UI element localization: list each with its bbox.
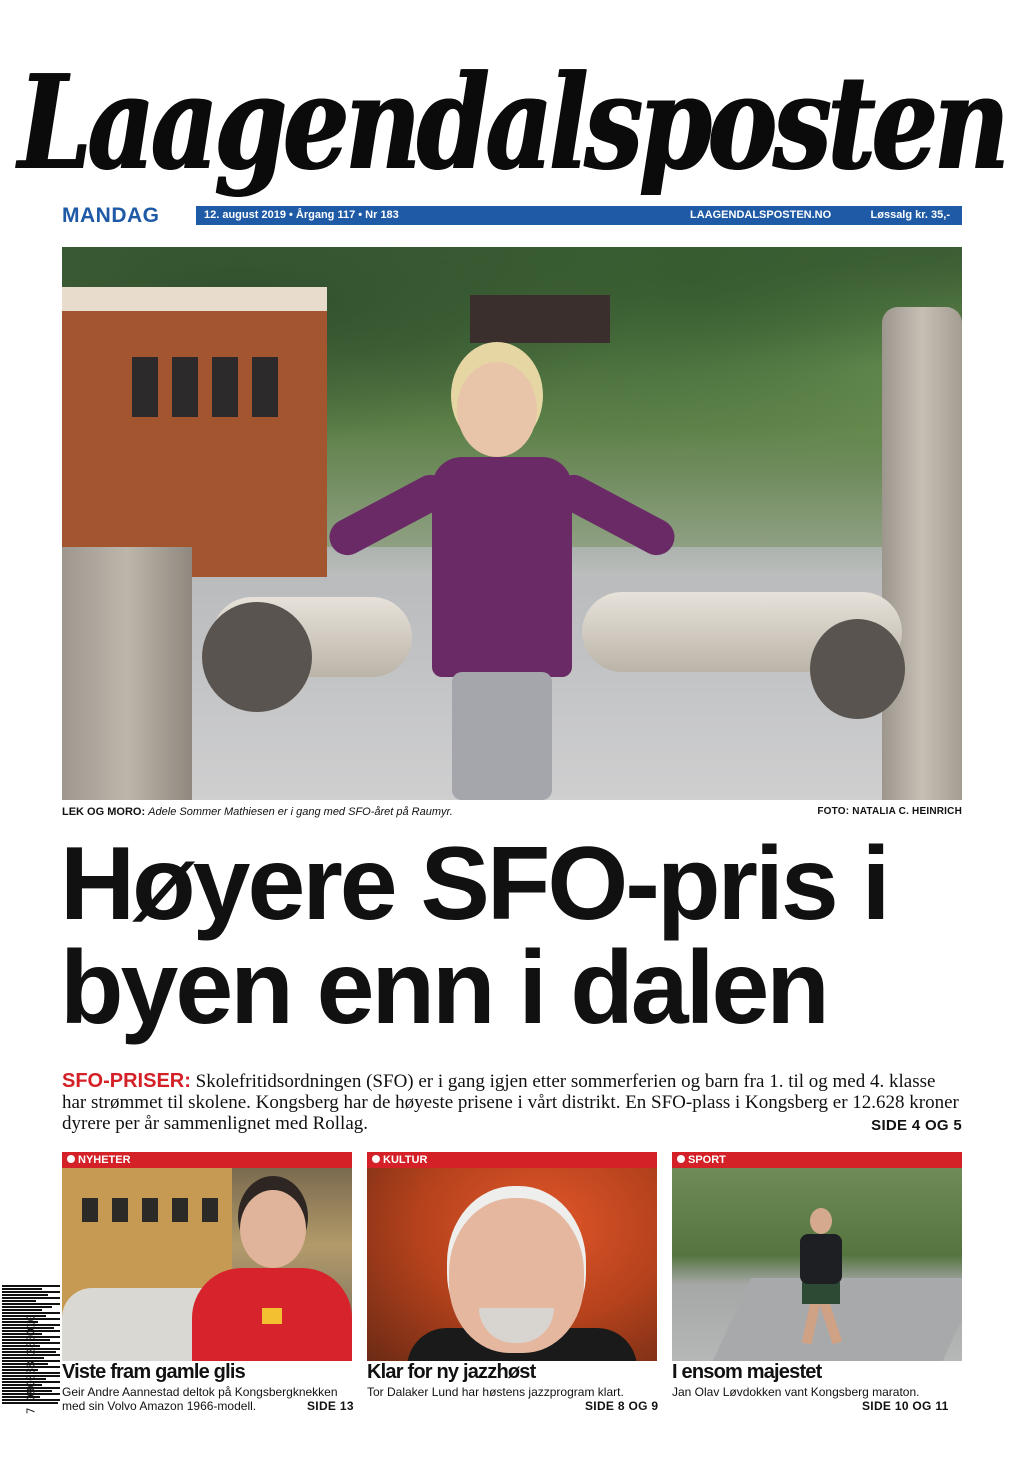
headline-line-1: Høyere SFO-pris i — [60, 826, 888, 942]
photo-window — [252, 357, 278, 417]
photo-window — [132, 357, 158, 417]
issue-info: 12. august 2019 • Årgang 117 • Nr 183 — [204, 209, 399, 221]
bullet-icon — [67, 1155, 75, 1163]
photo-window — [112, 1198, 128, 1222]
photo-runner-vest — [800, 1234, 842, 1284]
lead-paragraph — [62, 1071, 962, 1134]
teaser-photo — [672, 1168, 962, 1361]
photo-window — [82, 1198, 98, 1222]
photo-caption — [62, 805, 762, 819]
photo-wood-post — [62, 547, 192, 800]
teaser-title[interactable]: Klar for ny jazzhøst — [367, 1361, 536, 1383]
photo-log-end — [202, 602, 312, 712]
weekday-label: MANDAG — [62, 204, 160, 227]
teaser-text-line: Jan Olav Løvdokken vant Kongsberg maraton. — [672, 1385, 920, 1399]
bullet-icon — [372, 1155, 380, 1163]
photo-window — [172, 357, 198, 417]
date-bar — [196, 206, 962, 225]
section-tab — [367, 1152, 657, 1168]
photo-girl-face — [457, 362, 537, 457]
lead-text: Skolefritidsordningen (SFO) er i gang igjen etter sommerferien og barn fra 1. til og med 4. klasse har strømmet til skolene. Kongsberg har de høyeste prisene i vårt distrikt. En SFO-plass i Kongsberg er 12.628 kroner dyrere per år sammenlignet med Rollag. — [62, 1071, 959, 1134]
photo-credit: FOTO: NATALIA C. HEINRICH — [817, 806, 962, 817]
section-label: SPORT — [688, 1154, 726, 1166]
photo-hoodie-logo — [262, 1308, 282, 1324]
teaser-title[interactable]: I ensom majestet — [672, 1361, 822, 1383]
caption-label: LEK OG MORO: — [62, 806, 146, 818]
masthead — [18, 45, 1006, 200]
teaser-text — [672, 1385, 967, 1399]
photo-school-building — [62, 287, 327, 587]
photo-runner-face — [810, 1208, 832, 1234]
caption-text: Adele Sommer Mathiesen er i gang med SFO-året på Raumyr. — [148, 806, 453, 818]
section-tab — [672, 1152, 962, 1168]
teaser-page-ref[interactable]: SIDE 13 — [307, 1399, 354, 1413]
photo-window — [202, 1198, 218, 1222]
section-label: KULTUR — [383, 1154, 428, 1166]
photo-man-face — [240, 1190, 306, 1268]
teaser-page-ref[interactable]: SIDE 8 OG 9 — [585, 1399, 659, 1413]
newspaper-title: Laagendalsposten — [18, 45, 1006, 200]
section-tab — [62, 1152, 352, 1168]
photo-window — [212, 357, 238, 417]
main-photo — [62, 247, 962, 800]
teaser-text-line: med sin Volvo Amazon 1966-modell. — [62, 1399, 257, 1413]
headline-line-2: byen enn i dalen — [60, 930, 827, 1046]
barcode-stripe — [2, 1357, 44, 1359]
main-headline[interactable] — [60, 826, 970, 1046]
barcode-stripe — [2, 1285, 60, 1287]
teaser-sport[interactable] — [672, 1152, 962, 1392]
photo-window — [172, 1198, 188, 1222]
teaser-photo — [62, 1168, 352, 1361]
teaser-photo — [367, 1168, 657, 1361]
teaser-kultur[interactable] — [367, 1152, 657, 1392]
teaser-text-line: Geir Andre Aannestad deltok på Kongsbergknekken — [62, 1385, 338, 1399]
photo-girl-jacket — [432, 457, 572, 677]
teaser-text — [367, 1385, 662, 1399]
photo-girl-legs — [452, 672, 552, 800]
photo-wood-post — [882, 307, 962, 800]
photo-window — [142, 1198, 158, 1222]
lead-kicker: SFO-PRISER: — [62, 1070, 191, 1092]
section-label: NYHETER — [78, 1154, 131, 1166]
photo-log-end — [810, 619, 905, 719]
photo-house — [470, 295, 610, 343]
lead-page-ref[interactable]: SIDE 4 OG 5 — [871, 1117, 962, 1134]
photo-runner-shorts — [802, 1282, 840, 1304]
website-link[interactable]: LAAGENDALSPOSTEN.NO — [690, 209, 832, 221]
barcode-number: 7 090038 280010 — [24, 1314, 38, 1415]
teaser-text-line: Tor Dalaker Lund har høstens jazzprogram klart. — [367, 1385, 624, 1399]
bullet-icon — [677, 1155, 685, 1163]
teaser-nyheter[interactable] — [62, 1152, 352, 1392]
teaser-page-ref[interactable]: SIDE 10 OG 11 — [862, 1399, 949, 1413]
teaser-title[interactable]: Viste fram gamle glis — [62, 1361, 245, 1383]
price-label: Løssalg kr. 35,- — [870, 209, 950, 221]
